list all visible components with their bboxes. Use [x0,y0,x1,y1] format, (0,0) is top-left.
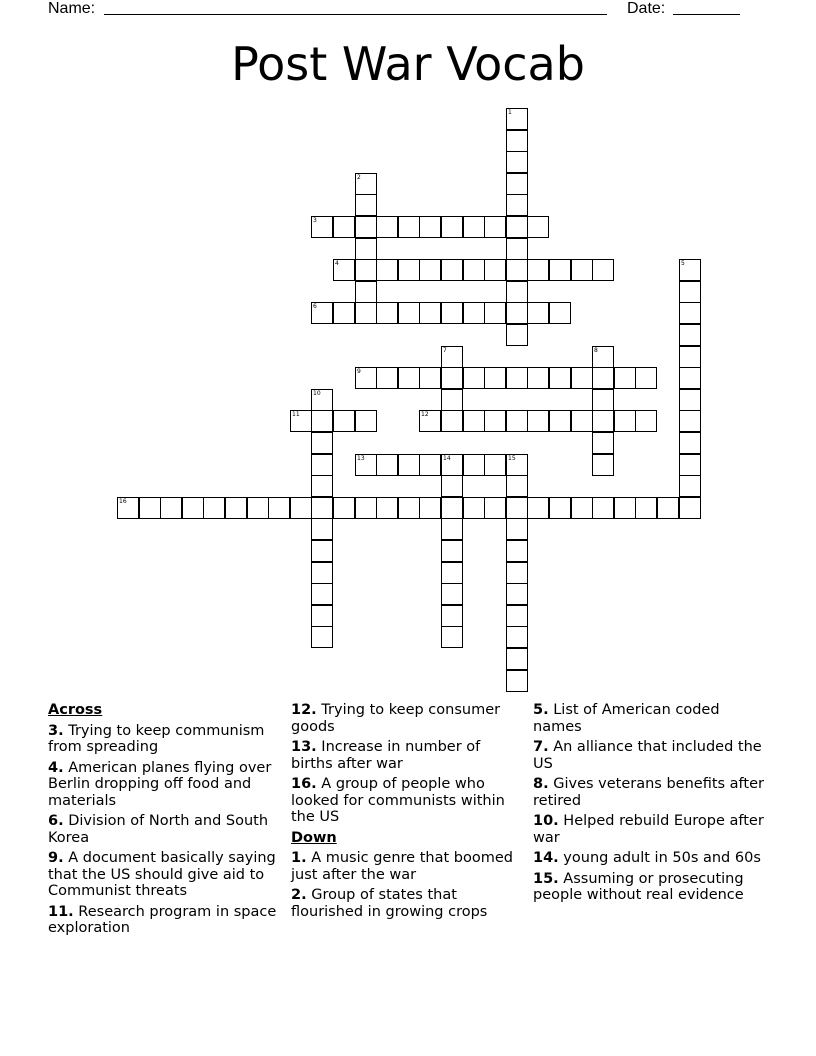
grid-cell[interactable] [592,389,614,411]
clue-number: 10. [533,813,559,829]
grid-cell[interactable] [441,583,463,605]
clue-across-6 [48,813,280,846]
clue-text: American planes flying over Berlin dropping off food and materials [48,759,272,809]
grid-cell[interactable] [506,454,528,476]
grid-cell[interactable] [506,324,528,346]
grid-cell[interactable] [463,302,485,324]
clue-column-3 [533,702,765,908]
cell-number: 2 [357,174,361,181]
grid-cell[interactable] [463,497,485,519]
grid-cell[interactable] [139,497,161,519]
grid-cell[interactable] [398,367,420,389]
clue-text: A document basically saying that the US should give aid to Communist threats [48,850,276,899]
grid-cell[interactable] [506,475,528,497]
grid-cell[interactable] [679,302,701,324]
page-title: Post War Vocab [231,37,585,91]
grid-cell[interactable] [614,497,636,519]
cell-number: 10 [313,390,321,397]
grid-cell[interactable] [506,497,528,519]
grid-cell[interactable] [268,497,290,519]
grid-cell[interactable] [311,497,333,519]
grid-cell[interactable] [506,583,528,605]
clue-down-8 [533,776,765,809]
grid-cell[interactable] [355,281,377,303]
grid-cell[interactable] [506,259,528,281]
grid-cell[interactable] [679,346,701,368]
cell-number: 12 [421,411,429,418]
clue-across-12 [291,702,523,735]
clue-text: Gives veterans benefits after retired [533,776,764,809]
grid-cell[interactable] [311,583,333,605]
grid-cell[interactable] [398,216,420,238]
grid-cell[interactable] [203,497,225,519]
grid-cell[interactable] [463,259,485,281]
grid-cell[interactable] [506,173,528,195]
grid-cell[interactable] [592,367,614,389]
grid-cell[interactable] [527,367,549,389]
grid-cell[interactable] [311,626,333,648]
down-heading: Down [291,829,337,846]
grid-cell[interactable] [376,454,398,476]
grid-cell[interactable] [463,367,485,389]
clue-column-1 [48,702,280,941]
grid-cell[interactable] [355,497,377,519]
grid-cell[interactable] [419,367,441,389]
grid-cell[interactable] [506,281,528,303]
grid-cell[interactable] [355,302,377,324]
grid-cell[interactable] [355,194,377,216]
cell-number: 9 [357,368,361,375]
grid-cell[interactable] [549,497,571,519]
grid-cell[interactable] [117,497,139,519]
grid-cell[interactable] [484,367,506,389]
grid-cell[interactable] [419,454,441,476]
grid-cell[interactable] [679,432,701,454]
grid-cell[interactable] [311,540,333,562]
cell-number: 13 [357,455,365,462]
grid-cell[interactable] [441,475,463,497]
clue-number: 12. [291,702,317,718]
grid-cell[interactable] [506,130,528,152]
clue-across-11 [48,904,280,937]
grid-cell[interactable] [419,216,441,238]
grid-cell[interactable] [549,410,571,432]
grid-cell[interactable] [311,410,333,432]
grid-cell[interactable] [355,238,377,260]
cell-number: 8 [594,347,598,354]
grid-cell[interactable] [527,302,549,324]
grid-cell[interactable] [441,626,463,648]
grid-cell[interactable] [398,454,420,476]
clue-text: Trying to keep consumer goods [291,702,501,735]
cell-number: 16 [119,498,127,505]
grid-cell[interactable] [355,367,377,389]
grid-cell[interactable] [527,497,549,519]
clue-across-9 [48,850,280,900]
grid-cell[interactable] [225,497,247,519]
grid-cell[interactable] [592,497,614,519]
grid-cell[interactable] [527,410,549,432]
clue-text: Group of states that flourished in growing crops [291,887,488,920]
grid-cell[interactable] [484,410,506,432]
grid-cell[interactable] [679,410,701,432]
cell-number: 4 [335,260,339,267]
clue-number: 4. [48,759,64,776]
grid-cell[interactable] [679,475,701,497]
grid-cell[interactable] [290,497,312,519]
name-label: Name: [48,0,96,17]
grid-cell[interactable] [679,497,701,519]
grid-cell[interactable] [506,605,528,627]
grid-cell[interactable] [311,389,333,411]
grid-cell[interactable] [311,518,333,540]
grid-cell[interactable] [592,454,614,476]
grid-cell[interactable] [527,259,549,281]
grid-cell[interactable] [441,518,463,540]
grid-cell[interactable] [419,497,441,519]
clue-text: Trying to keep communism from spreading [48,722,265,755]
clue-down-14 [533,850,765,867]
grid-cell[interactable] [355,410,377,432]
grid-cell[interactable] [635,497,657,519]
grid-cell[interactable] [592,432,614,454]
grid-cell[interactable] [419,259,441,281]
clue-number: 11. [48,903,74,920]
cell-number: 5 [681,260,685,267]
clue-number: 6. [48,813,64,829]
grid-cell[interactable] [571,497,593,519]
clue-text: young adult in 50s and 60s [563,850,761,866]
grid-cell[interactable] [614,410,636,432]
clue-number: 16. [291,776,317,792]
grid-cell[interactable] [484,497,506,519]
grid-cell[interactable] [679,259,701,281]
clue-down-1 [291,850,523,883]
clue-number: 3. [48,722,64,739]
grid-cell[interactable] [311,432,333,454]
grid-cell[interactable] [549,302,571,324]
grid-cell[interactable] [571,410,593,432]
grid-cell[interactable] [463,454,485,476]
grid-cell[interactable] [333,497,355,519]
grid-cell[interactable] [376,302,398,324]
grid-cell[interactable] [441,410,463,432]
clue-text: Increase in number of births after war [291,739,481,772]
clue-down-10 [533,813,765,846]
grid-cell[interactable] [398,497,420,519]
clue-across-16 [291,776,523,826]
grid-cell[interactable] [419,302,441,324]
grid-cell[interactable] [376,259,398,281]
grid-cell[interactable] [506,410,528,432]
grid-cell[interactable] [506,238,528,260]
grid-cell[interactable] [484,259,506,281]
grid-cell[interactable] [311,475,333,497]
grid-cell[interactable] [506,626,528,648]
grid-cell[interactable] [506,216,528,238]
cell-number: 1 [508,109,512,116]
grid-cell[interactable] [355,216,377,238]
grid-cell[interactable] [484,302,506,324]
grid-cell[interactable] [441,346,463,368]
grid-cell[interactable] [527,216,549,238]
grid-cell[interactable] [333,410,355,432]
grid-cell[interactable] [419,410,441,432]
grid-cell[interactable] [182,497,204,519]
clue-text: Division of North and South Korea [48,813,269,846]
grid-cell[interactable] [441,216,463,238]
grid-cell[interactable] [506,540,528,562]
worksheet-header [48,0,768,22]
grid-cell[interactable] [398,302,420,324]
grid-cell[interactable] [247,497,269,519]
grid-cell[interactable] [549,259,571,281]
grid-cell[interactable] [506,108,528,130]
grid-cell[interactable] [679,389,701,411]
grid-cell[interactable] [441,562,463,584]
clue-number: 2. [291,887,307,903]
clue-text: Helped rebuild Europe after war [533,813,764,846]
clue-number: 7. [533,739,549,755]
grid-cell[interactable] [441,367,463,389]
clue-across-13 [291,739,523,772]
grid-cell[interactable] [311,562,333,584]
clue-number: 13. [291,739,317,755]
clue-text: Assuming or prosecuting people without real evidence [533,870,744,903]
grid-cell[interactable] [311,454,333,476]
clue-number: 9. [48,850,64,866]
grid-cell[interactable] [506,670,528,692]
clue-number: 8. [533,776,549,792]
grid-cell[interactable] [441,302,463,324]
date-blank-line[interactable] [673,14,740,15]
grid-cell[interactable] [311,605,333,627]
clue-number: 1. [291,850,307,866]
grid-cell[interactable] [549,367,571,389]
clue-column-2 [291,702,523,924]
clue-text: A group of people who looked for communists within the US [291,776,505,825]
clue-across-3 [48,723,280,756]
grid-cell[interactable] [355,173,377,195]
grid-cell[interactable] [355,259,377,281]
clue-text: Research program in space exploration [48,903,277,936]
grid-cell[interactable] [311,302,333,324]
grid-cell[interactable] [506,518,528,540]
grid-cell[interactable] [333,216,355,238]
grid-cell[interactable] [484,454,506,476]
grid-cell[interactable] [441,259,463,281]
grid-cell[interactable] [506,151,528,173]
grid-cell[interactable] [333,259,355,281]
grid-cell[interactable] [441,605,463,627]
grid-cell[interactable] [571,259,593,281]
grid-cell[interactable] [506,194,528,216]
cell-number: 7 [443,347,447,354]
grid-cell[interactable] [679,367,701,389]
grid-cell[interactable] [398,259,420,281]
cell-number: 6 [313,303,317,310]
clue-number: 14. [533,850,559,866]
date-label: Date: [627,0,666,17]
clue-across-4 [48,760,280,810]
clue-down-2 [291,887,523,920]
cell-number: 15 [508,455,516,462]
grid-cell[interactable] [571,367,593,389]
clue-down-5 [533,702,765,735]
grid-cell[interactable] [506,648,528,670]
grid-cell[interactable] [311,216,333,238]
clue-down-15 [533,871,765,904]
grid-cell[interactable] [506,562,528,584]
cell-number: 3 [313,217,317,224]
clue-text: An alliance that included the US [533,739,762,772]
grid-cell[interactable] [441,454,463,476]
name-blank-line[interactable] [104,14,607,15]
cell-number: 11 [292,411,300,418]
grid-cell[interactable] [635,410,657,432]
grid-cell[interactable] [635,367,657,389]
grid-cell[interactable] [657,497,679,519]
grid-cell[interactable] [441,389,463,411]
grid-cell[interactable] [376,216,398,238]
grid-cell[interactable] [679,324,701,346]
grid-cell[interactable] [441,497,463,519]
across-heading: Across [48,702,103,718]
grid-cell[interactable] [376,367,398,389]
grid-cell[interactable] [355,454,377,476]
grid-cell[interactable] [679,281,701,303]
grid-cell[interactable] [463,410,485,432]
clue-number: 5. [533,702,549,718]
grid-cell[interactable] [290,410,312,432]
grid-cell[interactable] [333,302,355,324]
grid-cell[interactable] [160,497,182,519]
clue-number: 15. [533,870,559,887]
grid-cell[interactable] [463,216,485,238]
clue-down-7 [533,739,765,772]
cell-number: 14 [443,455,451,462]
grid-cell[interactable] [592,259,614,281]
grid-cell[interactable] [506,367,528,389]
clue-text: List of American coded names [533,702,720,735]
clue-text: A music genre that boomed just after the war [291,850,513,883]
grid-cell[interactable] [506,302,528,324]
grid-cell[interactable] [441,540,463,562]
grid-cell[interactable] [679,454,701,476]
grid-cell[interactable] [592,410,614,432]
grid-cell[interactable] [592,346,614,368]
grid-cell[interactable] [614,367,636,389]
grid-cell[interactable] [376,497,398,519]
grid-cell[interactable] [484,216,506,238]
